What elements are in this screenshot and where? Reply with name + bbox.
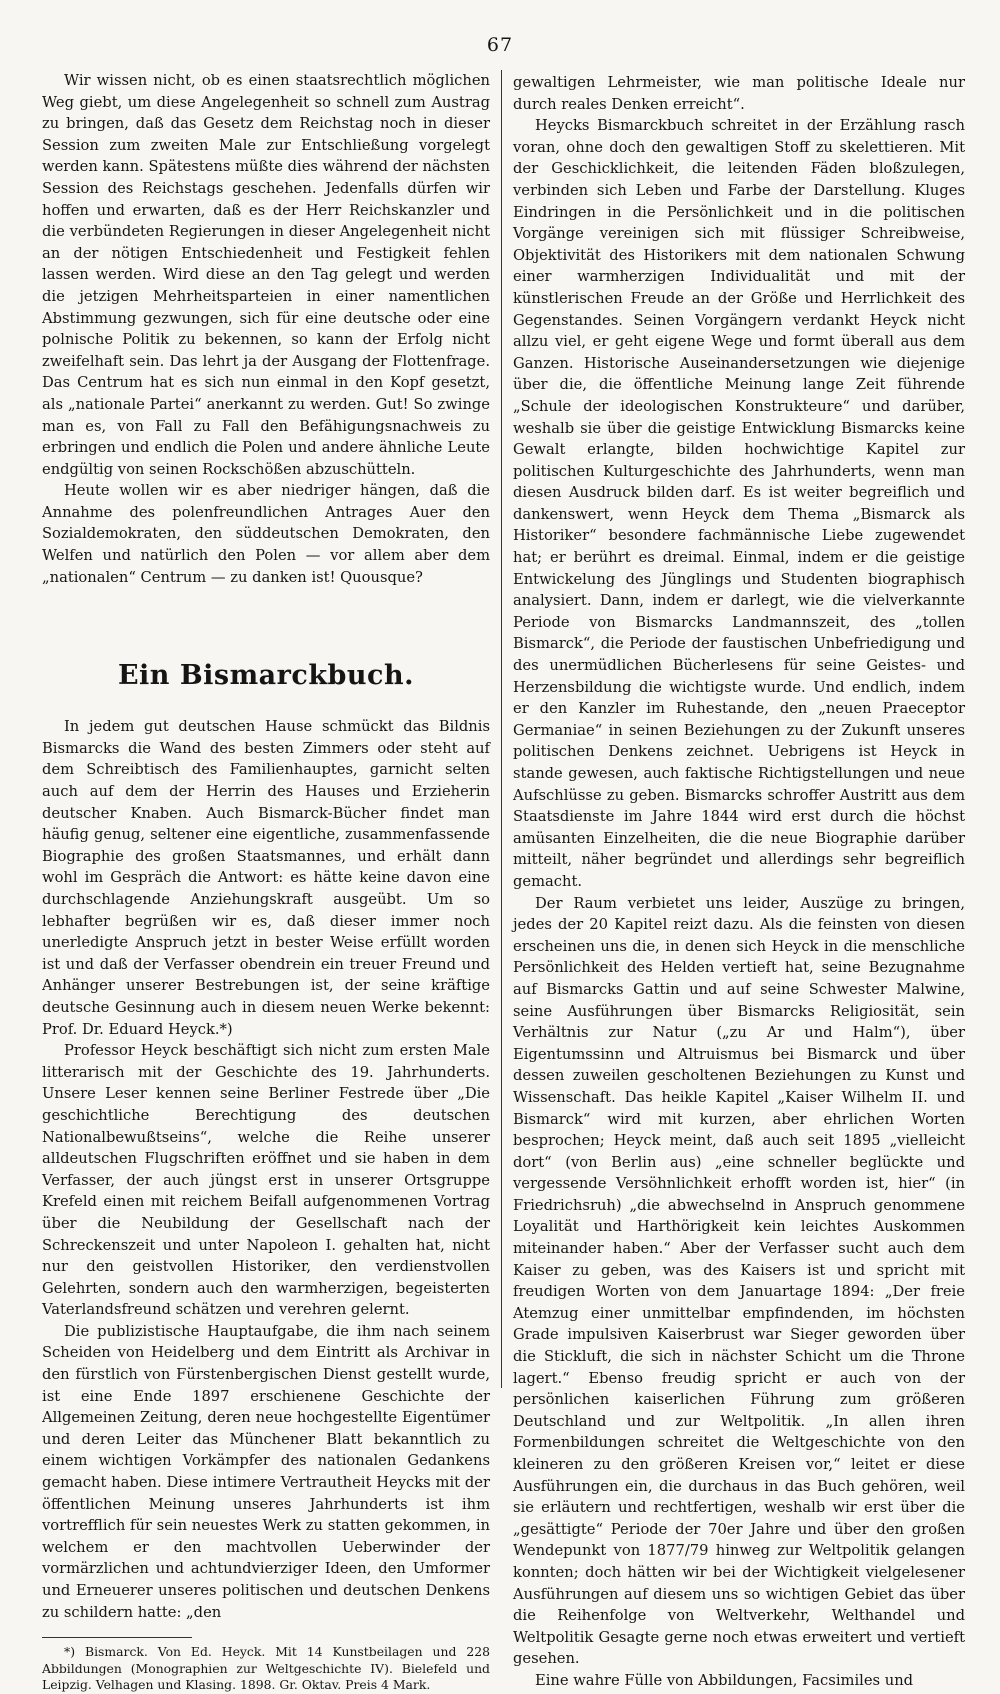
article-heading: Ein Bismarckbuch. xyxy=(117,660,415,692)
left-column xyxy=(42,70,490,1694)
article-paragraph: Heycks Bismarckbuch schreitet in der Erzählung rasch voran, ohne doch den gewaltigen Stoff zu skelettieren. Mit der Geschicklichkeit, die leitenden Fäden bloßzulegen, verbinden sich Leben und Farbe der Darstellung. Kluges Eindringen in die Persönlichkeit und in die politischen Vorgänge vereinigen sich mit flüssiger Schreibweise, Objektivität des Historikers mit dem nationalen Schwung einer warmherzigen Individualität und mit der künstlerischen Freude an der Größe und Herrlichkeit des Gegenstandes. Seinen Vorgängern verdankt Heyck nicht allzu viel, er geht eigene Wege und formt überall aus dem Ganzen. Historische Auseinandersetzungen wie diejenige über die, die öffentliche Meinung lange Zeit führende „Schule der ideologischen Konstrukteure“ und darüber, weshalb sie über die geistige Entwicklung Bismarcks keine Gewalt erlangte, bilden hochwichtige Kapitel zur politischen Kulturgeschichte des Jahrhunderts, wenn man diesen Ausdruck bilden darf. Es ist weiter begreiflich und dankenswert, wenn Heyck dem Thema „Bismarck als Historiker“ besondere fachmännische Liebe zugewendet hat; er berührt es dreimal. Einmal, indem er die geistige Entwickelung des Jünglings und Studenten biographisch analysiert. Dann, indem er darlegt, wie die vielverkannte Periode von Bismarcks Landmannszeit, des „tollen Bismarck“, die Periode der faustischen Unbefriedigung und des unermüdlichen Bücherlesens für seine Geistes- und Herzensbildung die wichtigste wurde. Und endlich, indem er den Kanzler im Ruhestande, den „neuen Praeceptor Germaniae“ in seinen Beziehungen zu der Zukunft unseres politischen Denkens zeichnet. Uebrigens ist Heyck in stande gewesen, auch faktische Richtigstellungen und neue Aufschlüsse zu geben. Bismarcks schroffer Austritt aus dem Staatsdienste im Jahre 1844 wird erst durch die höchst amüsanten Einzelheiten, die die neue Biographie darüber mitteilt, näher begründet und allerdings sehr begreiflich gemacht. xyxy=(513,117,965,890)
article-paragraph: Eine wahre Fülle von Abbildungen, Facsimiles und xyxy=(535,1671,914,1689)
page-number: 67 xyxy=(486,34,514,56)
article-paragraph: Heute wollen wir es aber niedriger hängen, daß die Annahme des polenfreundlichen Antrages Auer den Sozialdemokraten, den süddeutschen Demokraten, den Welfen und natürlich den Polen — vor allem aber dem „nationalen“ Centrum — zu danken ist! Quousque? xyxy=(42,482,490,586)
footnote-divider xyxy=(42,1637,192,1638)
article-paragraph: In jedem gut deutschen Hause schmückt das Bildnis Bismarcks die Wand des besten Zimmers oder steht auf dem Schreibtisch des Familienhauptes, garnicht selten auch auf dem der Herrin des Hauses und Erzieherin deutscher Knaben. Auch Bismarck-Bücher findet man häufig genug, seltener eine eigentliche, zusammenfassende Biographie des großen Staatsmannes, und erhält dann wohl im Gespräch die Antwort: es hätte keine davon eine durchschlagende Anziehungskraft ausgeübt. Um so lebhafter begrüßen wir es, daß dieser immer noch unerledigte Anspruch jetzt in bester Weise erfüllt worden ist und daß der Verfasser obendrein ein treuer Freund und Anhänger unserer Bestrebungen ist, der seine kräftige deutsche Gesinnung auch in diesem neuen Werke bekennt: Prof. Dr. Eduard Heyck.*) xyxy=(42,718,490,1038)
article-paragraph: Die publizistische Hauptaufgabe, die ihm nach seinem Scheiden von Heidelberg und dem Eintritt als Archivar in den fürstlich von Fürstenbergischen Dienst gestellt wurde, ist eine Ende 1897 erschienene Geschichte der Allgemeinen Zeitung, deren neue hochgestellte Eigentümer und deren Leiter das Münchener Blatt bekanntlich zu einem wichtigen Vorkämpfer des nationalen Gedankens gemacht haben. Diese intimere Vertrautheit Heycks mit der öffentlichen Meinung unseres Jahrhunderts ist ihm vortrefflich für sein neuestes Werk zu statten gekommen, in welchem er den machtvollen Ueberwinder der vormärzlichen und achtundvierziger Ideen, den Umformer und Erneuerer unseres politischen und deutschen Denkens zu schildern hatte: „den xyxy=(42,1322,490,1621)
column-divider xyxy=(501,70,502,1388)
article-paragraph: gewaltigen Lehrmeister, wie man politische Ideale nur durch reales Denken erreicht“. xyxy=(513,74,965,113)
article-paragraph: Der Raum verbietet uns leider, Auszüge zu bringen, jedes der 20 Kapitel reizt dazu. Als die feinsten von diesen erscheinen uns die, in denen sich Heyck in die menschliche Persönlichkeit des Helden vertieft hat, seine Bezugnahme auf Bismarcks Gattin und auf seine Schwester Malwine, seine Ausführungen über Bismarcks Religiosität, sein Verhältnis zur Natur („zu Ar und Halm“), über Eigentumssinn und Altruismus bei Bismarck und über dessen zuweilen gescholtenen Beziehungen zu Kunst und Wissenschaft. Das heikle Kapitel „Kaiser Wilhelm II. und Bismarck“ wird mit kurzen, aber ehrlichen Worten besprochen; Heyck meint, daß auch seit 1895 „vielleicht dort“ (von Berlin aus) „eine schneller beglückte und vergessende Versöhnlichkeit erhofft worden ist, hier“ (in Friedrichsruh) „die abwechselnd in Anspruch genommene Loyalität und Harthörigkeit kein leichtes Auskommen miteinander haben.“ Aber der Verfasser sucht auch dem Kaiser zu geben, was des Kaisers ist und spricht mit freudigen Worten von dem Januartage 1894: „Der freie Atemzug einer unmittelbar empfindenden, im höchsten Grade impulsiven Kaiserbrust war Sieger geworden über die Stickluft, die sich in nächster Schicht um die Throne lagert.“ Ebenso freudig spricht er auch von der persönlichen kaiserlichen Führung zum größeren Deutschland und zur Weltpolitik. „In allen ihren Formenbildungen schreitet die Weltgeschichte von den kleineren zu den größeren Kreisen vor,“ leitet er diese Ausführungen ein, die durchaus in das Buch gehören, weil sie erläutern und rechtfertigen, weshalb wir erst über die „gesättigte“ Periode der 70er Jahre und über den großen Wendepunkt von 1877/79 hinweg zur Weltpolitik gelangen konnten; doch hätten wir bei der Wichtigkeit vielgelesener Ausführungen auf diesem uns so wichtigen Gebiet das über die Reihenfolge von Weltverkehr, Welthandel und Weltpolitik Gesagte gerne noch etwas erweitert und vertieft gesehen. xyxy=(513,894,965,1668)
footnote: *) Bismarck. Von Ed. Heyck. Mit 14 Kunstbeilagen und 228 Abbildungen (Monographien zur Weltgeschichte IV). Bielefeld und Leipzig. Velhagen und Klasing. 1898. Gr. Oktav. Preis 4 Mark. xyxy=(42,1644,490,1693)
article-paragraph: Wir wissen nicht, ob es einen staatsrechtlich möglichen Weg giebt, um diese Angelegenheit so schnell zum Austrag zu bringen, daß das Gesetz dem Reichstag noch in dieser Session zum zweiten Male zur Entschließung vorgelegt werden kann. Spätestens müßte dies während der nächsten Session des Reichstags geschehen. Jedenfalls dürfen wir hoffen und erwarten, daß es der Herr Reichskanzler und die verbündeten Regierungen in dieser Angelegenheit nicht an der nötigen Entschiedenheit und Festigkeit fehlen lassen werden. Wird diese an den Tag gelegt und werden die jetzigen Mehrheitsparteien in einer namentlichen Abstimmung gezwungen, sich für eine deutsche oder eine polnische Politik zu bekennen, so kann der Erfolg nicht zweifelhaft sein. Das lehrt ja der Ausgang der Flottenfrage. Das Centrum hat es sich nun einmal in den Kopf gesetzt, als „nationale Partei“ anerkannt zu werden. Gut! So zwinge man es, von Fall zu Fall den Befähigungsnachweis zu erbringen und endlich die Polen und andere ähnliche Leute endgültig von seinen Rockschößen abzuschütteln. xyxy=(42,72,490,478)
article-paragraph: Professor Heyck beschäftigt sich nicht zum ersten Male litterarisch mit der Geschichte des 19. Jahrhunderts. Unsere Leser kennen seine Berliner Festrede über „Die geschichtliche Berechtigung des deutschen Nationalbewußtseins“, welche die Reihe unserer alldeutschen Flugschriften eröffnet und sie haben in dem Verfasser, der auch jüngst erst in unserer Ortsgruppe Krefeld einen mit reichem Beifall aufgenommenen Vortrag über die Neubildung der Gesellschaft nach der Schreckenszeit und unter Napoleon I. gehalten hat, nicht nur den geistvollen Historiker, den verdienstvollen Gelehrten, sondern auch den warmherzigen, begeisterten Vaterlandsfreund schätzen und verehren gelernt. xyxy=(42,1042,490,1319)
right-column xyxy=(513,72,965,1692)
